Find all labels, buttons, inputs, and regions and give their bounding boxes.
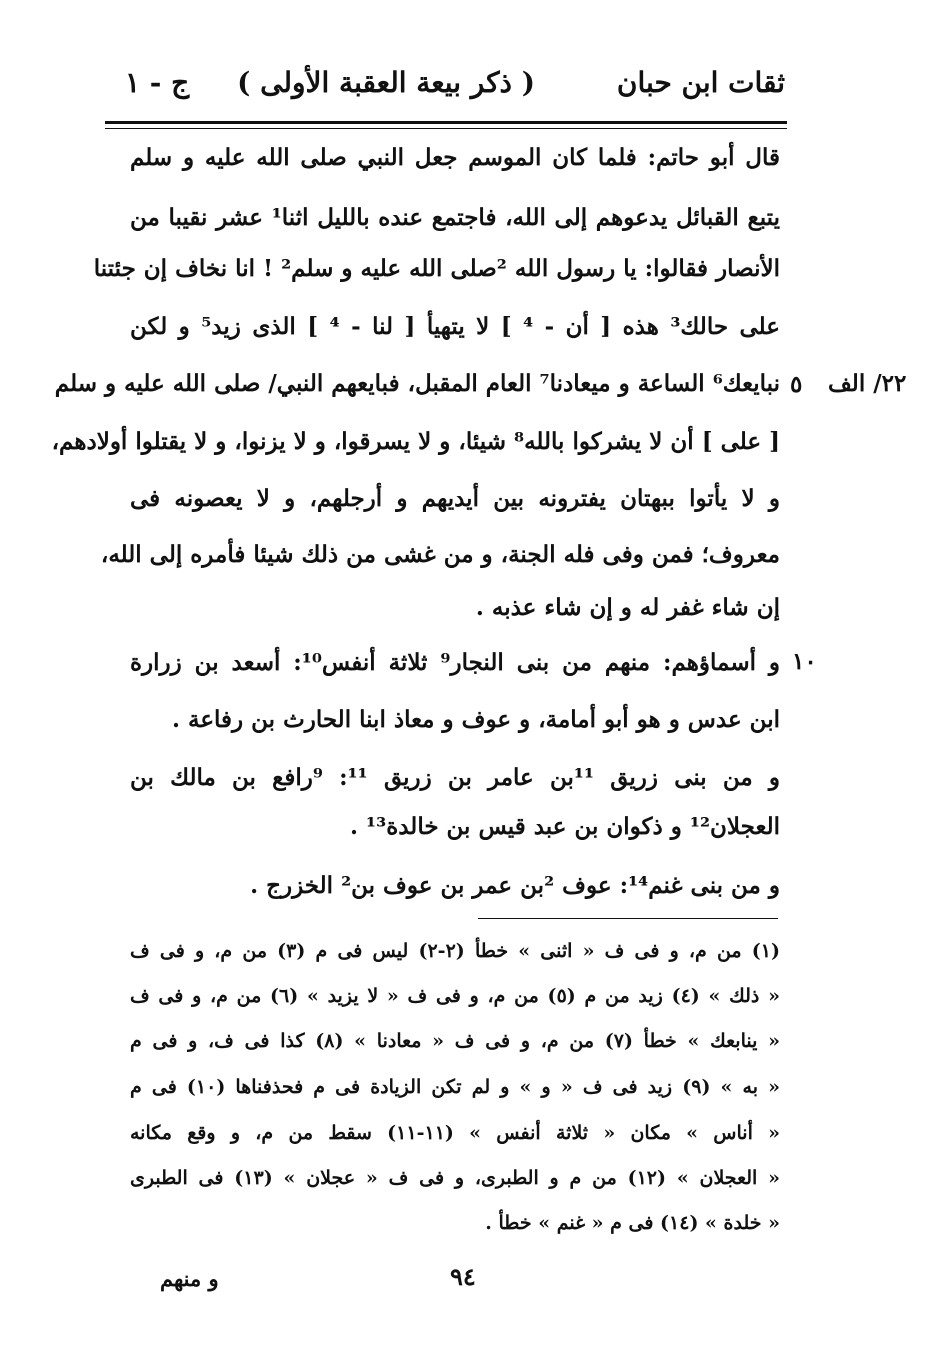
text-line: و لا يأتوا ببهتان يفترونه بين أيديهم و أرجلهم، و لا يعصونه فى <box>130 485 780 512</box>
text-line: يتبع القبائل يدعوهم إلى الله، فاجتمع عنده بالليل اثنا¹ عشر نقيبا من <box>130 204 780 231</box>
margin-line-10: ١٠ <box>792 648 817 675</box>
page-number: ٩٤ <box>450 1262 476 1291</box>
text-line: و من بنى زريق ¹¹بن عامر بن زريق ¹¹: ⁹رافع بن مالك بن <box>130 764 781 791</box>
text-line: [ على ] أن لا يشركوا بالله⁸ شيئا، و لا يسرقوا، و لا يزنوا، و لا يقتلوا أولادهم، <box>51 428 780 455</box>
footnote-line: (١) من م، و فى ف « اثنى » خطأ (٢-٢) ليس فى م (٣) من م، و فى ف <box>130 940 780 962</box>
text-line: الأنصار فقالوا: يا رسول الله ²صلى الله عليه و سلم² ! انا نخاف إن جئتنا <box>93 255 780 282</box>
text-line: العجلان¹² و ذكوان بن عبد قيس بن خالدة¹³ . <box>350 813 780 840</box>
text-line: قال أبو حاتم: فلما كان الموسم جعل النبي صلى الله عليه و سلم <box>130 144 780 171</box>
text-line: معروف؛ فمن وفى فله الجنة، و من غشى من ذلك شيئا فأمره إلى الله، <box>100 541 780 568</box>
footnote-line: « العجلان » (١٢) من م و الطبرى، و فى ف « عجلان » (١٣) فى الطبرى <box>130 1167 780 1189</box>
header-rule-thick <box>105 121 787 124</box>
catchword: و منهم <box>160 1266 219 1291</box>
margin-manuscript-ref: ٢٢/ الف <box>828 370 907 397</box>
book-title: ثقات ابن حبان <box>616 66 785 99</box>
margin-line-5-number: ٥ <box>790 371 803 398</box>
footnote-line: « ينابعك » خطأ (٧) من م، و فى ف « معادنا » (٨) كذا فى ف، و فى م <box>130 1030 780 1052</box>
section-title: ( ذكر بيعة العقبة الأولى ) <box>237 66 535 99</box>
text-line: ابن عدس و هو أبو أمامة، و عوف و معاذ ابنا الحارث بن رفاعة . <box>171 706 780 733</box>
footnote-rule <box>478 918 778 919</box>
header-rule-thin <box>105 128 787 129</box>
text-line: إن شاء غفر له و إن شاء عذبه . <box>475 594 780 621</box>
text-line: نبايعك⁶ الساعة و ميعادنا⁷ العام المقبل، فبايعهم النبي/ صلى الله عليه و سلم <box>54 370 780 397</box>
running-header <box>105 58 785 120</box>
text-line: على حالك³ هذه [ أن - ⁴ ] لا يتهيأ [ لنا - ⁴ ] الذى زيد⁵ و لكن <box>130 313 780 340</box>
volume-label: ج - ١ <box>125 66 190 99</box>
text-line: و أسماؤهم: منهم من بنى النجار⁹ ثلاثة أنفس¹⁰: أسعد بن زرارة <box>130 649 781 676</box>
text-line: و من بنى غنم¹⁴: عوف ²بن عمر بن عوف بن² الخزرج . <box>250 872 780 899</box>
footnote-line: « أناس » مكان « ثلاثة أنفس » (١١-١١) سقط من م، و وقع مكانه <box>130 1122 780 1144</box>
footnote-line: « خلدة » (١٤) فى م « غنم » خطأ . <box>485 1212 780 1234</box>
footnote-line: « ذلك » (٤) زيد من م (٥) من م، و فى ف « لا يزيد » (٦) من م، و فى ف <box>130 985 781 1007</box>
footnote-line: « به » (٩) زيد فى ف « و » و لم تكن الزيادة فى م فحذفناها (١٠) فى م <box>130 1076 780 1098</box>
